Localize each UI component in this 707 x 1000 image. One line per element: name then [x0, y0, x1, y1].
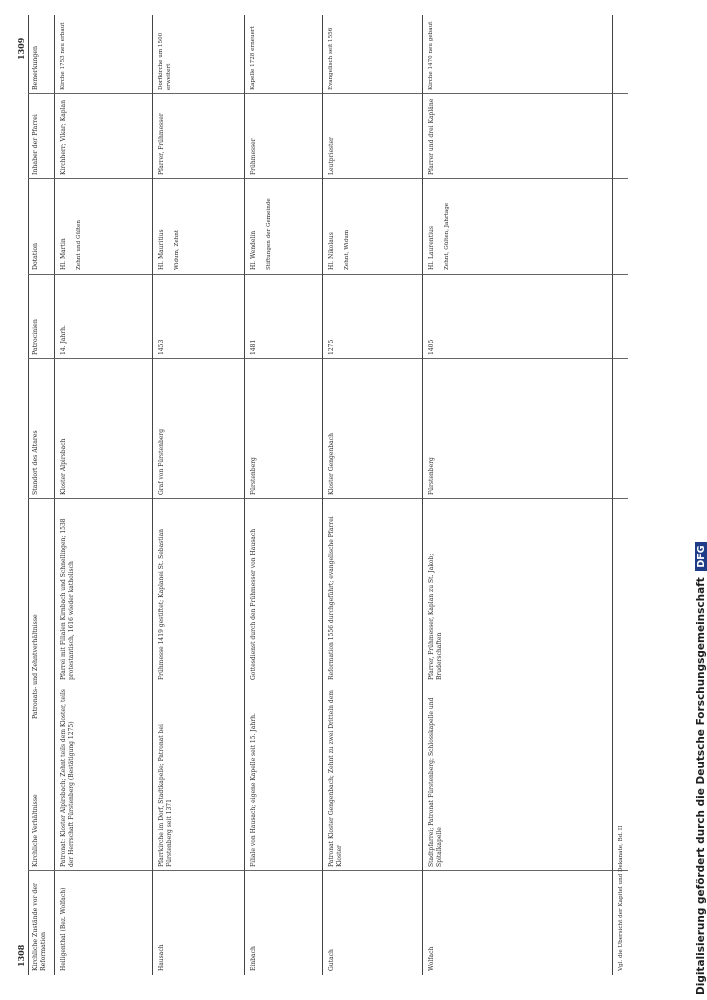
row-patrocinium: Hl. Laurentius — [428, 226, 435, 270]
row-patron: Graf von Fürstenberg — [158, 428, 165, 495]
row-altar: 1453 — [158, 339, 165, 355]
rule — [152, 15, 153, 975]
row-verhaeltnis: Gottesdienst durch den Frühmesser von Hausach — [250, 528, 257, 680]
row-inhaber: Frühmesser — [250, 138, 257, 175]
row-altar: 1481 — [250, 339, 257, 355]
row-bemerkung: Kapelle 1728 erneuert — [250, 26, 256, 90]
row-patrocinium: Hl. Martin — [60, 238, 67, 270]
row-zustand: Pfarrkirche im Dorf, Stadtkapelle; Patronat bei Fürstenberg seit 1371 — [158, 724, 174, 867]
row-patrocinium: Hl. Mauritius — [158, 229, 165, 270]
column-rule — [28, 274, 628, 275]
dfg-watermark — [695, 542, 707, 995]
row-zustand: Filiale von Hausach; eigene Kapelle seit 15. Jahrh. — [250, 713, 257, 867]
row-verhaeltnis: Pfarrer, Frühmesser, Kaplan zu St. Jakob; Bruderschaften — [428, 553, 444, 680]
rule — [54, 15, 55, 975]
page-number-left: 1308 — [16, 944, 26, 967]
row-inhaber: Kirchherr; Vikar; Kaplan — [60, 100, 67, 175]
header-col8: Bemerkungen — [32, 45, 39, 90]
row-altar: 1275 — [328, 339, 335, 355]
column-rule — [28, 498, 628, 499]
row-bemerkung: Kirche 1753 neu erbaut — [60, 22, 66, 90]
row-place: Heiligenthal (Bez. Wolfach) — [60, 887, 67, 971]
row-bemerkung: Evangelisch seit 1556 — [328, 27, 334, 90]
row-patron: Fürstenberg — [250, 457, 257, 495]
row-verhaeltnis: Pfarrei mit Filialen Kirnbach und Schnellingen; 1538 protestantisch, 1616 wieder katholisch — [60, 518, 76, 680]
header-col1: Kirchliche Zustände vor der Reformation — [32, 883, 48, 971]
row-patrocinium: Hl. Wendelin — [250, 230, 257, 270]
row-dotation: Zehnt, Widum — [344, 229, 350, 270]
column-rule — [28, 178, 628, 179]
rule — [612, 15, 613, 975]
rotated-table — [12, 15, 652, 975]
row-bemerkung: Dorfkirche um 1500 erweitert — [158, 32, 172, 90]
row-zustand: Patronat: Kloster Alpirsbach; Zehnt teils dem Kloster, teils der Herrschaft Fürstenberg (Bestätigung 1275) — [60, 689, 76, 867]
row-inhaber: Leutpriester — [328, 137, 335, 175]
row-patron: Kloster Alpirsbach — [60, 438, 67, 495]
row-dotation: Stiftungen der Gemeinde — [266, 198, 272, 270]
rule — [422, 15, 423, 975]
row-place: Einbach — [250, 946, 257, 971]
row-dotation: Zehnt und Gülten — [76, 219, 82, 270]
row-dotation: Widum, Zehnt — [174, 229, 180, 270]
row-inhaber: Pfarrer und drei Kapläne — [428, 98, 435, 175]
row-inhaber: Pfarrer, Frühmesser — [158, 113, 165, 175]
row-verhaeltnis: Reformation 1556 durchgeführt; evangelische Pfarrei — [328, 516, 335, 680]
row-zustand: Patronat Kloster Gengenbach; Zehnt zu zwei Dritteln dem Kloster — [328, 690, 344, 867]
row-bemerkung: Kirche 1470 neu gebaut — [428, 21, 434, 90]
header-col2: Kirchliche Verhältnisse — [32, 794, 39, 867]
watermark-text: Digitalisierung gefördert durch die Deutsche Forschungsgemeinschaft — [695, 577, 707, 995]
header-col4: Standort des Altares — [32, 430, 39, 495]
row-place: Wolfach — [428, 946, 435, 971]
column-rule — [28, 93, 628, 94]
row-patron: Kloster Gengenbach — [328, 433, 335, 495]
column-rule — [28, 358, 628, 359]
row-zustand: Stadtpfarrei; Patronat Fürstenberg; Schlosskapelle und Spitalkapelle — [428, 697, 444, 867]
header-col5: Patrocinien — [32, 319, 39, 355]
header-col6: Dotation — [32, 242, 39, 270]
row-altar: 1405 — [428, 339, 435, 355]
header-col7: Inhaber der Pfarrei — [32, 114, 39, 175]
dfg-logo: DFG — [695, 542, 707, 570]
header-col3: Patronats- und Zehntverhältnisse — [32, 614, 39, 719]
row-patrocinium: Hl. Nikolaus — [328, 232, 335, 270]
row-place: Gutach — [328, 949, 335, 971]
row-place: Hausach — [158, 944, 165, 971]
row-dotation: Zehnt, Gülten, Jahrtage — [444, 202, 450, 270]
rule — [28, 15, 29, 975]
row-altar: 14. Jahrh. — [60, 325, 67, 355]
row-patron: Fürstenberg — [428, 457, 435, 495]
row-verhaeltnis: Frühmesse 1419 gestiftet; Kaplanei St. Sebastian — [158, 528, 165, 680]
rule — [322, 15, 323, 975]
page-number-right: 1309 — [16, 37, 26, 60]
column-rule — [28, 870, 628, 871]
footer-note: Vgl. die Übersicht der Kapitel und Dekanate, Bd. II — [618, 825, 624, 971]
rule — [244, 15, 245, 975]
